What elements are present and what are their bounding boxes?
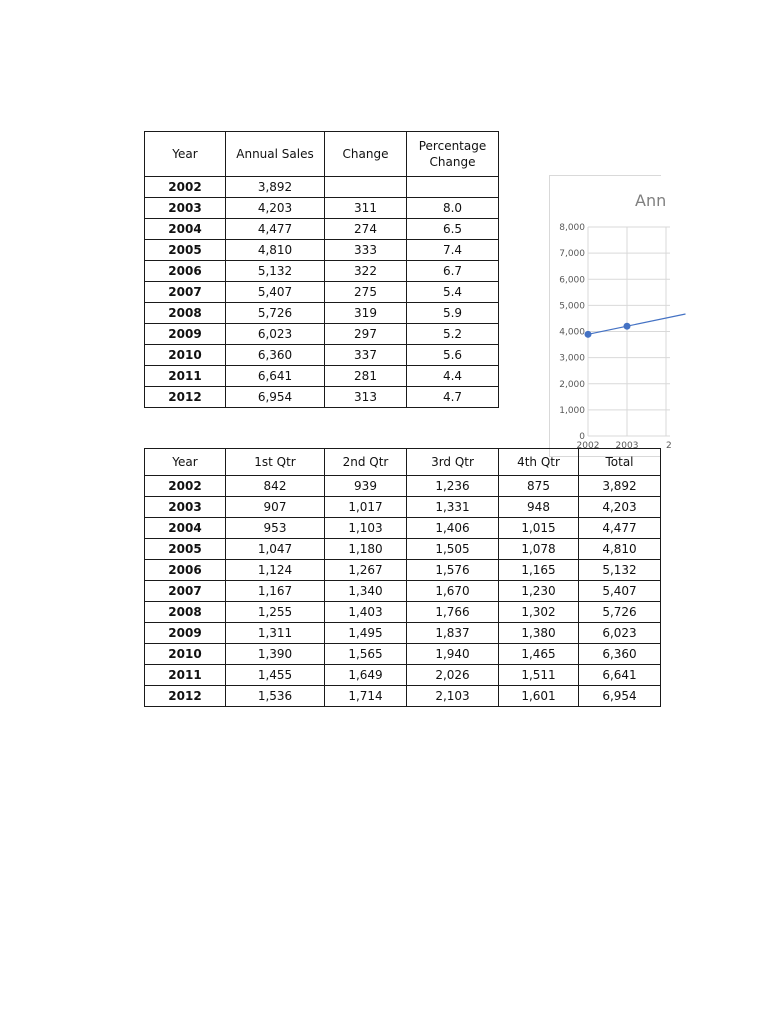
value-cell: 2,026 [407, 665, 499, 686]
x-tick-label: 2 [666, 441, 672, 451]
quarterly-table-row [145, 602, 661, 623]
year-cell: 2005 [145, 240, 226, 261]
value-cell: 5.9 [407, 303, 499, 324]
quarterly-header-q4: 4th Qtr [499, 449, 579, 476]
quarterly-header-year: Year [145, 449, 226, 476]
value-cell: 1,714 [325, 686, 407, 707]
value-cell: 1,165 [499, 560, 579, 581]
quarterly-header-total: Total [579, 449, 661, 476]
value-cell: 1,103 [325, 518, 407, 539]
quarterly-table-row [145, 644, 661, 665]
value-cell: 1,465 [499, 644, 579, 665]
value-cell: 875 [499, 476, 579, 497]
value-cell: 6.5 [407, 219, 499, 240]
chart-canvas [550, 176, 672, 458]
year-cell: 2012 [145, 686, 226, 707]
x-tick-label: 2002 [576, 441, 600, 451]
value-cell: 5.4 [407, 282, 499, 303]
annual-table-row [145, 345, 499, 366]
annual-header-pct-change: Percentage Change [407, 132, 499, 177]
value-cell: 1,230 [499, 581, 579, 602]
quarterly-table-row [145, 539, 661, 560]
year-cell: 2008 [145, 602, 226, 623]
value-cell: 1,124 [226, 560, 325, 581]
value-cell: 1,340 [325, 581, 407, 602]
year-cell: 2007 [145, 581, 226, 602]
value-cell: 1,078 [499, 539, 579, 560]
value-cell: 1,505 [407, 539, 499, 560]
quarterly-table-row [145, 665, 661, 686]
year-cell: 2007 [145, 282, 226, 303]
annual-sales-table [144, 131, 499, 408]
data-point[interactable] [624, 323, 631, 330]
value-cell: 319 [325, 303, 407, 324]
quarterly-table-row [145, 497, 661, 518]
value-cell: 6,641 [226, 366, 325, 387]
y-tick-label: 4,000 [559, 327, 585, 338]
value-cell: 337 [325, 345, 407, 366]
value-cell: 5,132 [579, 560, 661, 581]
annual-header-change: Change [325, 132, 407, 177]
value-cell: 948 [499, 497, 579, 518]
value-cell: 6,641 [579, 665, 661, 686]
chart-title: Ann [635, 191, 667, 210]
value-cell: 1,495 [325, 623, 407, 644]
value-cell: 4,203 [226, 198, 325, 219]
value-cell: 4,810 [226, 240, 325, 261]
value-cell: 953 [226, 518, 325, 539]
value-cell: 281 [325, 366, 407, 387]
value-cell: 4.7 [407, 387, 499, 408]
value-cell [407, 177, 499, 198]
year-cell: 2011 [145, 366, 226, 387]
value-cell: 1,649 [325, 665, 407, 686]
value-cell: 275 [325, 282, 407, 303]
value-cell: 1,180 [325, 539, 407, 560]
value-cell: 1,331 [407, 497, 499, 518]
value-cell: 1,311 [226, 623, 325, 644]
value-cell: 1,403 [325, 602, 407, 623]
year-cell: 2012 [145, 387, 226, 408]
annual-table-row [145, 177, 499, 198]
value-cell: 1,455 [226, 665, 325, 686]
quarterly-header-row [145, 449, 661, 476]
value-cell: 313 [325, 387, 407, 408]
value-cell: 5,726 [579, 602, 661, 623]
annual-table-row [145, 303, 499, 324]
year-cell: 2009 [145, 623, 226, 644]
year-cell: 2005 [145, 539, 226, 560]
annual-header-sales: Annual Sales [226, 132, 325, 177]
value-cell: 1,047 [226, 539, 325, 560]
value-cell: 6,954 [579, 686, 661, 707]
value-cell: 1,015 [499, 518, 579, 539]
value-cell: 4,477 [579, 518, 661, 539]
annual-table-row [145, 240, 499, 261]
x-tick-label: 2003 [615, 441, 639, 451]
value-cell: 1,576 [407, 560, 499, 581]
value-cell: 322 [325, 261, 407, 282]
value-cell: 5,407 [579, 581, 661, 602]
value-cell: 6.7 [407, 261, 499, 282]
value-cell: 7.4 [407, 240, 499, 261]
value-cell: 1,766 [407, 602, 499, 623]
value-cell: 1,302 [499, 602, 579, 623]
y-tick-label: 1,000 [559, 405, 585, 416]
year-cell: 2003 [145, 497, 226, 518]
year-cell: 2006 [145, 261, 226, 282]
year-cell: 2006 [145, 560, 226, 581]
value-cell: 274 [325, 219, 407, 240]
value-cell: 1,565 [325, 644, 407, 665]
quarterly-header-q3: 3rd Qtr [407, 449, 499, 476]
y-tick-label: 6,000 [559, 275, 585, 286]
value-cell: 5.2 [407, 324, 499, 345]
y-tick-label: 5,000 [559, 301, 585, 312]
quarterly-table-row [145, 686, 661, 707]
annual-table-row [145, 282, 499, 303]
annual-table-row [145, 324, 499, 345]
quarterly-sales-table [144, 448, 661, 707]
year-cell: 2010 [145, 644, 226, 665]
value-cell: 1,017 [325, 497, 407, 518]
value-cell: 1,390 [226, 644, 325, 665]
value-cell: 6,954 [226, 387, 325, 408]
annual-header-year: Year [145, 132, 226, 177]
value-cell: 1,255 [226, 602, 325, 623]
value-cell: 1,236 [407, 476, 499, 497]
value-cell: 1,380 [499, 623, 579, 644]
quarterly-header-q1: 1st Qtr [226, 449, 325, 476]
value-cell: 1,670 [407, 581, 499, 602]
value-cell: 1,406 [407, 518, 499, 539]
value-cell: 907 [226, 497, 325, 518]
y-tick-label: 0 [579, 432, 585, 442]
y-tick-label: 8,000 [559, 223, 585, 233]
value-cell: 4,810 [579, 539, 661, 560]
year-cell: 2004 [145, 518, 226, 539]
value-cell: 1,536 [226, 686, 325, 707]
year-cell: 2002 [145, 476, 226, 497]
value-cell: 4.4 [407, 366, 499, 387]
year-cell: 2004 [145, 219, 226, 240]
value-cell: 3,892 [579, 476, 661, 497]
value-cell: 6,360 [579, 644, 661, 665]
quarterly-table-row [145, 581, 661, 602]
y-tick-label: 7,000 [559, 249, 585, 260]
value-cell: 1,940 [407, 644, 499, 665]
annual-table-row [145, 366, 499, 387]
value-cell: 2,103 [407, 686, 499, 707]
quarterly-table-row [145, 560, 661, 581]
year-cell: 2010 [145, 345, 226, 366]
annual-table-row [145, 219, 499, 240]
quarterly-table-row [145, 623, 661, 644]
value-cell: 5,132 [226, 261, 325, 282]
annual-sales-chart[interactable] [549, 175, 672, 457]
quarterly-header-q2: 2nd Qtr [325, 449, 407, 476]
annual-table-row [145, 198, 499, 219]
quarterly-table-row [145, 476, 661, 497]
value-cell [325, 177, 407, 198]
value-cell: 4,203 [579, 497, 661, 518]
value-cell: 1,267 [325, 560, 407, 581]
value-cell: 4,477 [226, 219, 325, 240]
annual-table-row [145, 387, 499, 408]
year-cell: 2008 [145, 303, 226, 324]
data-point[interactable] [585, 331, 592, 338]
value-cell: 1,601 [499, 686, 579, 707]
value-cell: 3,892 [226, 177, 325, 198]
value-cell: 1,167 [226, 581, 325, 602]
year-cell: 2011 [145, 665, 226, 686]
value-cell: 6,023 [226, 324, 325, 345]
value-cell: 1,837 [407, 623, 499, 644]
value-cell: 1,511 [499, 665, 579, 686]
annual-table-row [145, 261, 499, 282]
value-cell: 311 [325, 198, 407, 219]
value-cell: 5,726 [226, 303, 325, 324]
value-cell: 333 [325, 240, 407, 261]
year-cell: 2002 [145, 177, 226, 198]
value-cell: 939 [325, 476, 407, 497]
y-tick-label: 3,000 [559, 353, 585, 364]
quarterly-table-row [145, 518, 661, 539]
year-cell: 2009 [145, 324, 226, 345]
value-cell: 6,023 [579, 623, 661, 644]
annual-header-row [145, 132, 499, 177]
value-cell: 5,407 [226, 282, 325, 303]
value-cell: 5.6 [407, 345, 499, 366]
value-cell: 842 [226, 476, 325, 497]
value-cell: 8.0 [407, 198, 499, 219]
year-cell: 2003 [145, 198, 226, 219]
y-tick-label: 2,000 [559, 379, 585, 390]
value-cell: 297 [325, 324, 407, 345]
value-cell: 6,360 [226, 345, 325, 366]
